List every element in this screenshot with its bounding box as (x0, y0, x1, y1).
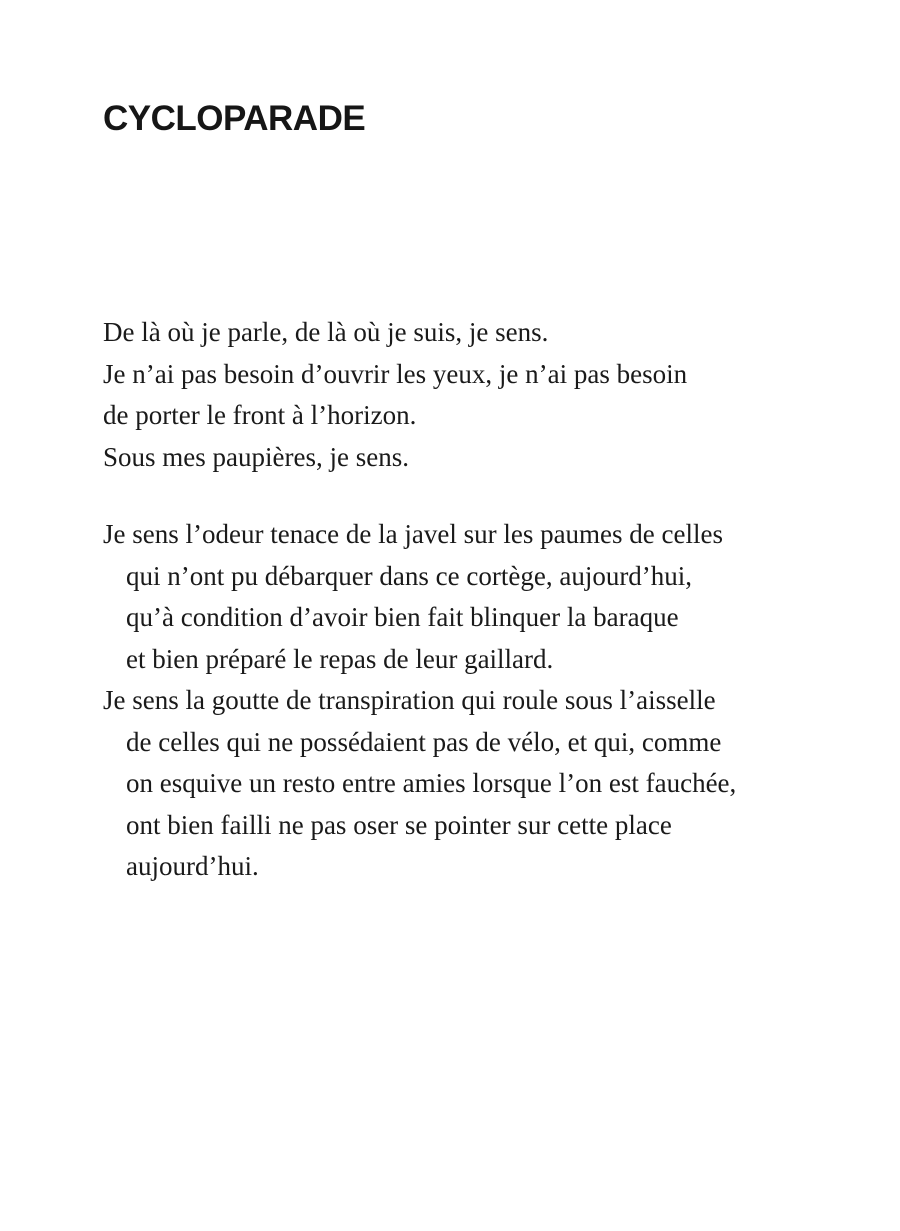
verse-line-continuation: on esquive un resto entre amies lorsque l’on est fauchée, (126, 768, 737, 798)
verse-line: Je sens l’odeur tenace de la javel sur les paumes de celles (103, 519, 723, 549)
verse-line-continuation: de celles qui ne possédaient pas de vélo, et qui, comme (126, 726, 722, 757)
verse-line-continuation: ont bien failli ne pas oser se pointer sur cette place (126, 809, 672, 840)
verse-line-continuation: qu’à condition d’avoir bien fait blinquer la baraque (126, 602, 679, 632)
poem-body (103, 312, 883, 888)
verse-line: Je n’ai pas besoin d’ouvrir les yeux, je n’ai pas besoin (103, 358, 688, 389)
verse-line: de porter le front à l’horizon. (103, 400, 417, 430)
verse-paragraph (103, 312, 883, 478)
verse-line: De là où je parle, de là où je suis, je sens. (103, 317, 549, 347)
verse-line-continuation: aujourd’hui. (126, 851, 259, 881)
verse-line: Sous mes paupières, je sens. (103, 441, 409, 472)
verse-line-continuation: qui n’ont pu débarquer dans ce cortège, aujourd’hui, (126, 560, 693, 591)
stanza (103, 312, 883, 478)
verse-line-continuation: et bien préparé le repas de leur gaillard. (126, 643, 554, 674)
verse-line: Je sens la goutte de transpiration qui roule sous l’aisselle (103, 685, 716, 715)
stanza (103, 514, 883, 888)
verse-paragraph (103, 514, 883, 680)
verse-paragraph (103, 680, 883, 888)
poem-title: CYCLOPARADE (103, 99, 366, 138)
